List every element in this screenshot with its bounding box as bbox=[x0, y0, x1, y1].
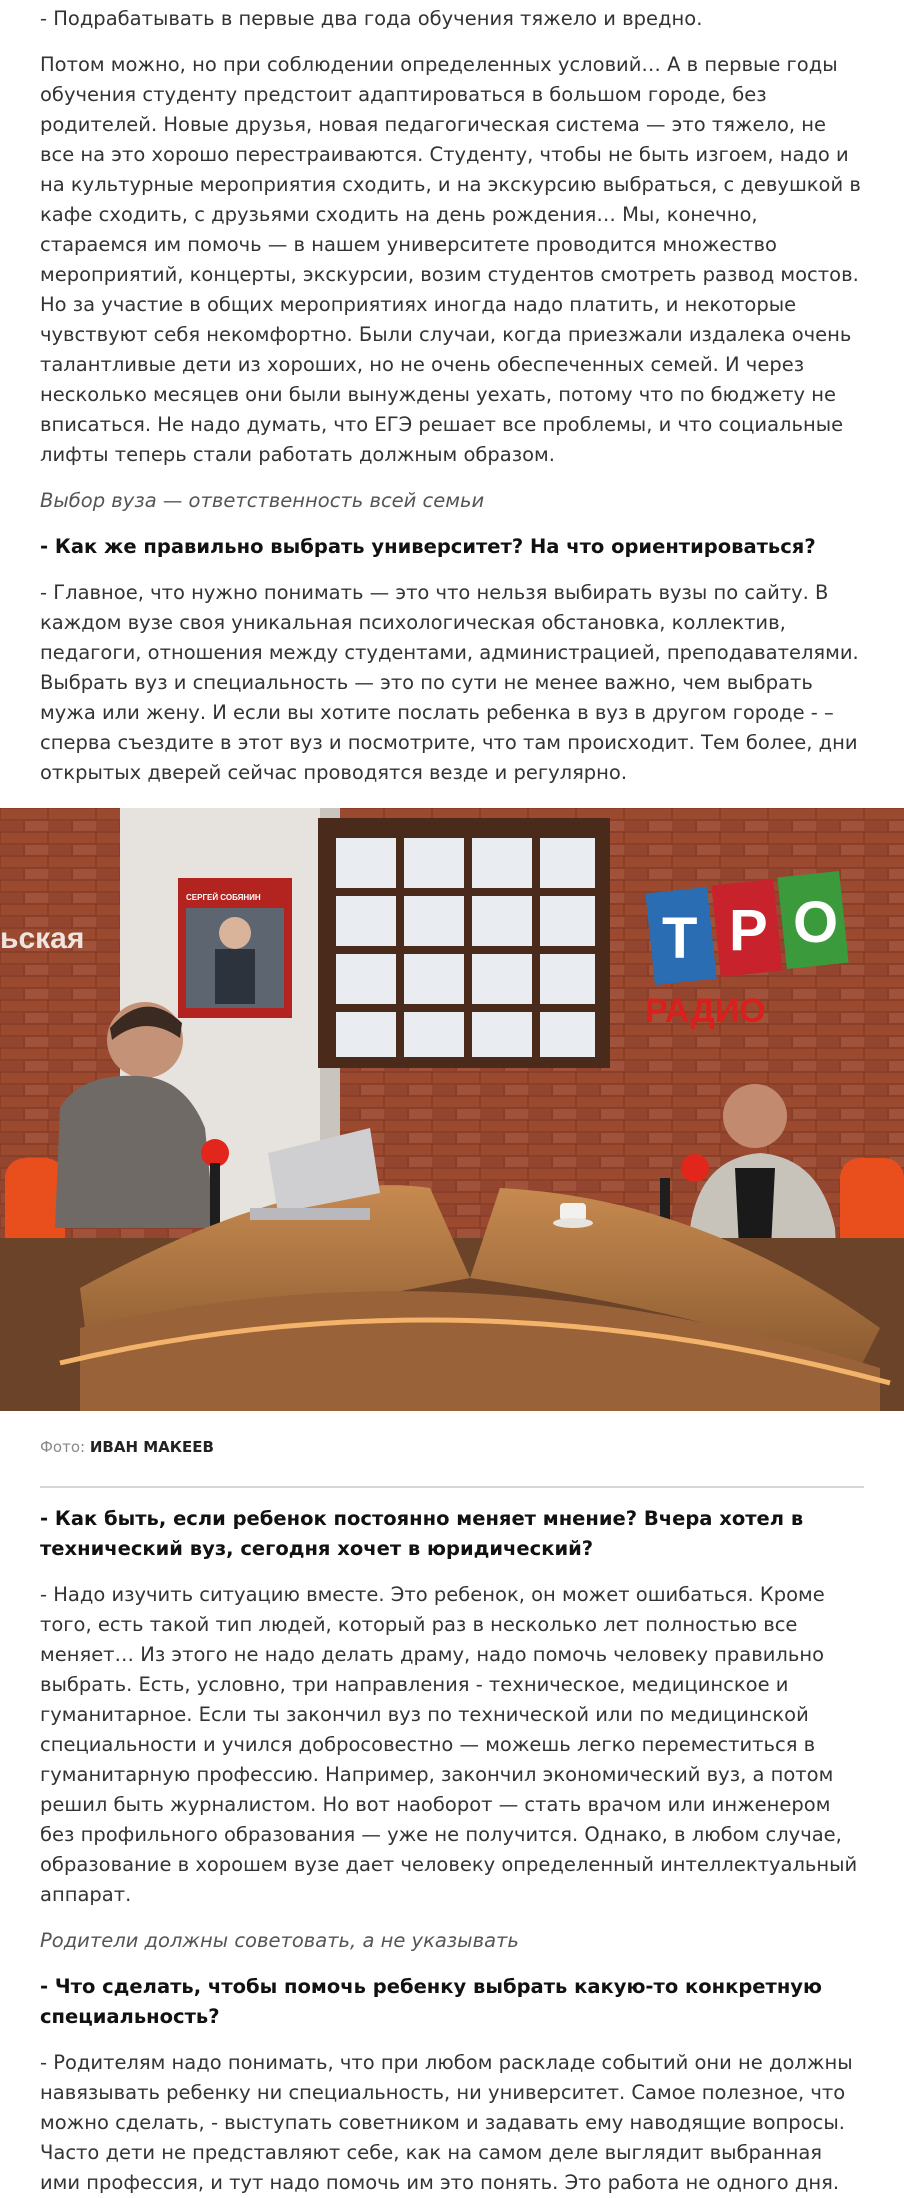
interview-question: - Как же правильно выбрать университет? На что ориентироваться? bbox=[40, 535, 816, 558]
answer-paragraph: - Надо изучить ситуацию вместе. Это ребенок, он может ошибаться. Кроме того, есть такой тип людей, который раз в несколько лет полностью все меняет… Из этого не надо делать драму, надо помочь человеку правильно выбрать. Есть, условно, три направления - техническое, медицинское и гуманитарное. Если ты закончил вуз по технической или по медицинской специальности и учился добросовестно — можешь легко переместиться в гуманитарную профессию. Например, закончил экономический вуз, а потом решил быть журналистом. Но вот наоборот — стать врачом или инженером без профильного образования — уже не получится. Однако, в любом случае, образование в хорошем вузе дает человеку определенный интеллектуальный аппарат. bbox=[40, 1583, 858, 1906]
radio-studio-photo bbox=[0, 808, 904, 1411]
answer-paragraph: - Родителям надо понимать, что при любом раскладе событий они не должны навязывать ребенку ни специальность, ни университет. Самое полезное, что можно сделать, - выступать советником и задавать ему наводящие вопросы. Часто дети не представляют себе, как на самом деле выглядит выбранная ими профессия, и тут надо помочь им это понять. Это работа не одного дня. bbox=[40, 2051, 853, 2194]
section-subheading: Родители должны советовать, а не указывать bbox=[40, 1929, 519, 1952]
interview-question: - Как быть, если ребенок постоянно меняет мнение? Вчера хотел в технический вуз, сегодня хочет в юридический? bbox=[40, 1507, 804, 1560]
article-photo bbox=[0, 808, 904, 1411]
article-body-bottom bbox=[0, 1504, 904, 2198]
photo-credit-label: Фото: bbox=[40, 1438, 86, 1456]
article-body-top bbox=[0, 4, 904, 788]
photographer-name[interactable]: ИВАН МАКЕЕВ bbox=[89, 1438, 214, 1456]
sign-letter-o: О bbox=[793, 890, 839, 955]
photo-credit bbox=[40, 1438, 214, 1456]
sign-word: РАДИО bbox=[645, 992, 766, 1030]
wall-lettering: ьская bbox=[0, 922, 85, 955]
answer-paragraph: Потом можно, но при соблюдении определенных условий… А в первые годы обучения студенту предстоит адаптироваться в большом городе, без родителей. Новые друзья, новая педагогическая система — это тяжело, не все на это хорошо перестраиваются. Студенту, чтобы не быть изгоем, надо и на культурные мероприятия сходить, и на экскурсию выбраться, с девушкой в кафе сходить, с друзьями сходить на день рождения… Мы, конечно, стараемся им помочь — в нашем университете проводится множество мероприятий, концерты, экскурсии, возим студентов смотреть развод мостов. Но за участие в общих мероприятиях иногда надо платить, и некоторые чувствуют себя некомфортно. Были случаи, когда приезжали издалека очень талантливые дети из хороших, но не очень обеспеченных семей. И через несколько месяцев они были вынуждены уехать, потому что по бюджету не вписаться. Не надо думать, что ЕГЭ решает все проблемы, и что социальные лифты теперь стали работать должным образом. bbox=[40, 53, 861, 466]
interview-question: - Что сделать, чтобы помочь ребенку выбрать какую-то конкретную специальность? bbox=[40, 1975, 822, 2028]
section-subheading: Выбор вуза — ответственность всей семьи bbox=[40, 489, 485, 512]
poster-name: СЕРГЕЙ СОБЯНИН bbox=[186, 893, 261, 902]
sign-letter-t: Т bbox=[662, 906, 698, 971]
sign-letter-r: Р bbox=[729, 898, 768, 963]
answer-paragraph: - Подрабатывать в первые два года обучения тяжело и вредно. bbox=[40, 7, 703, 30]
section-divider bbox=[40, 1486, 864, 1488]
answer-paragraph: - Главное, что нужно понимать — это что нельзя выбирать вузы по сайту. В каждом вузе своя уникальная психологическая обстановка, коллектив, педагоги, отношения между студентами, администрацией, преподавателями. Выбрать вуз и специальность — это по сути не менее важно, чем выбрать мужа или жену. И если вы хотите послать ребенка в вуз в другом городе - – сперва съездите в этот вуз и посмотрите, что там происходит. Тем более, дни открытых дверей сейчас проводятся везде и регулярно. bbox=[40, 581, 859, 784]
